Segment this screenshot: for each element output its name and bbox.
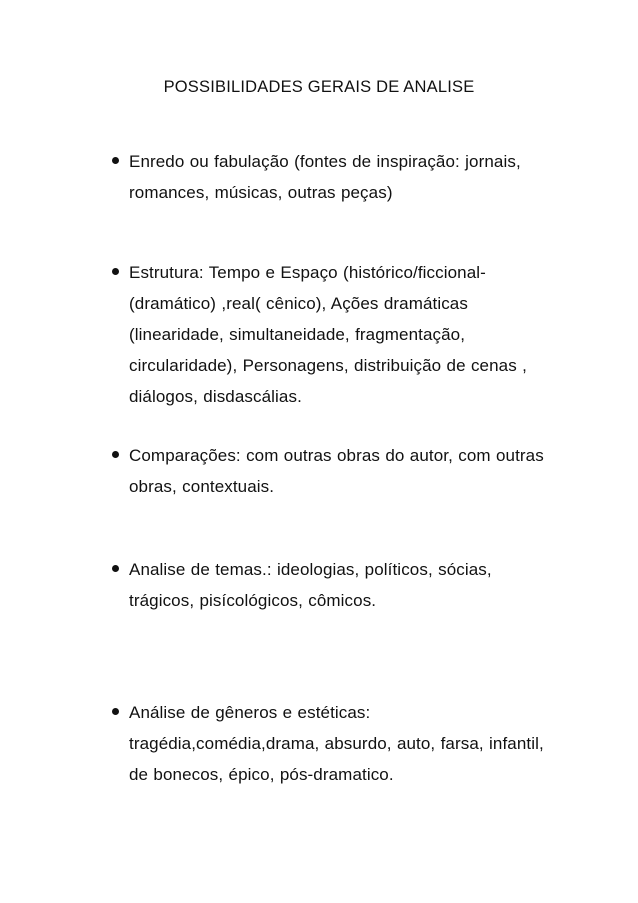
bullet-icon [112,708,119,715]
list-item [112,440,552,502]
list-item [112,554,552,616]
list-item [112,697,552,790]
list-item-text: Analise de temas.: ideologias, políticos, sócias, trágicos, pisícológicos, cômicos. [129,560,492,610]
page-title: POSSIBILIDADES GERAIS DE ANALISE [163,78,475,96]
bullet-icon [112,565,119,572]
list-item-text: Enredo ou fabulação (fontes de inspiração: jornais, romances, músicas, outras peças) [129,152,521,202]
list-item-text: Comparações: com outras obras do autor, com outras obras, contextuais. [129,446,544,496]
list-item-text: Análise de gêneros e estéticas: tragédia,comédia,drama, absurdo, auto, farsa, infantil, de bonecos, épico, pós-dramatico. [129,703,544,784]
list-item-text: Estrutura: Tempo e Espaço (histórico/ficcional-(dramático) ,real( cênico), Ações dramáticas (linearidade, simultaneidade, fragmentação, circularidade), Personagens, distribuição de cenas , diálogos, disdascálias. [129,263,527,406]
list-item [112,146,552,208]
bullet-icon [112,451,119,458]
bullet-icon [112,268,119,275]
list-item [112,257,552,412]
bullet-icon [112,157,119,164]
